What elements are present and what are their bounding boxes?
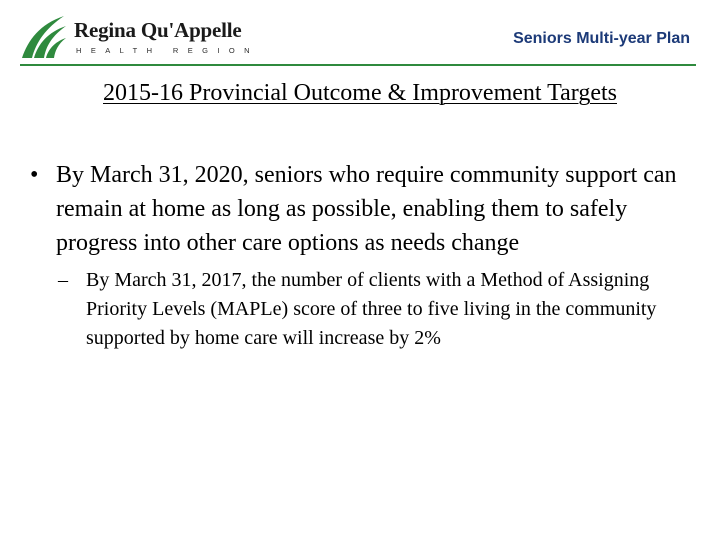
slide-body bbox=[30, 158, 700, 353]
organization-logo bbox=[20, 14, 259, 60]
main-bullet-text: By March 31, 2020, seniors who require community support can remain at home as long as possible, enabling them to safely progress into other care options as needs change bbox=[56, 162, 677, 256]
sub-bullet bbox=[56, 266, 700, 353]
header-divider bbox=[20, 64, 696, 66]
sub-bullet-marker: – bbox=[58, 269, 68, 291]
organization-subtitle: HEALTH REGION bbox=[76, 46, 259, 55]
logo-swoosh-icon bbox=[20, 14, 68, 60]
slide-header bbox=[0, 0, 720, 70]
organization-name: Regina Qu'Appelle bbox=[74, 18, 242, 42]
slide-title: 2015-16 Provincial Outcome & Improvement Targets bbox=[103, 80, 617, 106]
sub-bullet-text: By March 31, 2017, the number of clients with a Method of Assigning Priority Levels (MAPLe) score of three to five living in the community supported by home care will increase by 2% bbox=[86, 269, 657, 349]
main-bullet bbox=[30, 158, 700, 260]
document-title: Seniors Multi-year Plan bbox=[513, 30, 690, 47]
bullet-marker: • bbox=[30, 162, 39, 188]
